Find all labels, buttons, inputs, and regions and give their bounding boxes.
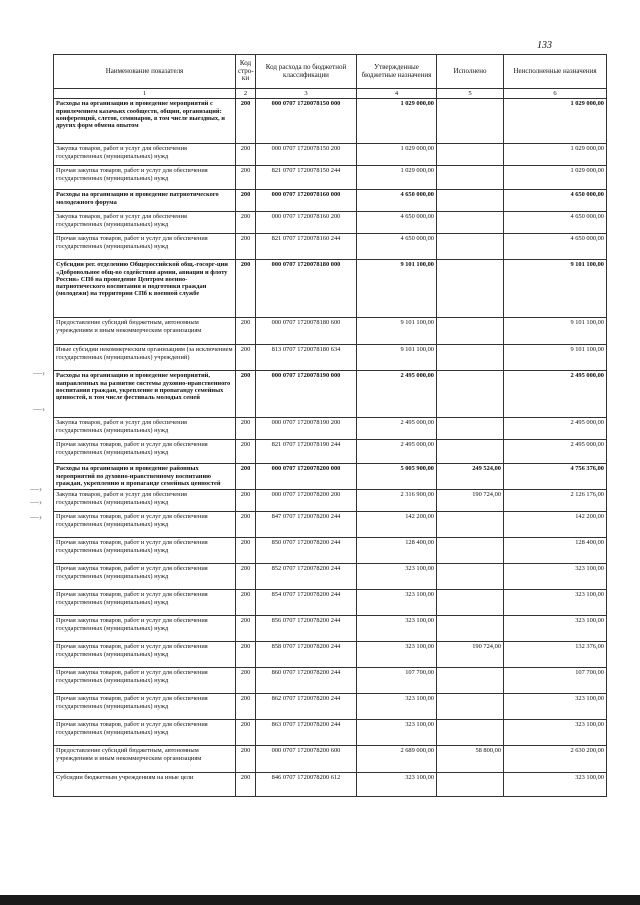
table-row (54, 464, 607, 490)
header-row (54, 55, 607, 89)
row-unexecuted: 323 100,00 (504, 590, 607, 616)
row-kbk: 000 0707 1720078190 200 (256, 418, 357, 440)
row-name: Прочая закупка товаров, работ и услуг для обеспечения государственных (муниципальных) нужд (54, 668, 236, 694)
margin-mark: —› (30, 484, 42, 494)
row-executed (437, 418, 504, 440)
column-number: 5 (437, 89, 504, 99)
row-approved: 4 650 000,00 (357, 212, 437, 234)
table-row (54, 668, 607, 694)
row-executed (437, 234, 504, 260)
header-unexecuted: Неисполненные назначения (504, 55, 607, 89)
row-kbk: 852 0707 1720078200 244 (256, 564, 357, 590)
row-kbk: 000 0707 1720078180 600 (256, 318, 357, 345)
row-executed: 190 724,00 (437, 642, 504, 668)
row-unexecuted: 4 650 000,00 (504, 212, 607, 234)
row-line-code: 200 (236, 190, 256, 212)
row-kbk: 000 0707 1720078150 200 (256, 144, 357, 166)
row-kbk: 821 0707 1720078150 244 (256, 166, 357, 190)
row-approved: 1 029 000,00 (357, 166, 437, 190)
row-line-code: 200 (236, 694, 256, 720)
row-line-code: 200 (236, 564, 256, 590)
table-row (54, 490, 607, 512)
row-kbk: 813 0707 1720078180 634 (256, 345, 357, 371)
row-executed (437, 371, 504, 418)
row-unexecuted: 107 700,00 (504, 668, 607, 694)
column-number: 2 (236, 89, 256, 99)
row-approved: 128 400,00 (357, 538, 437, 564)
row-name: Закупка товаров, работ и услуг для обеспечения государственных (муниципальных) нужд (54, 418, 236, 440)
row-kbk: 847 0707 1720078200 244 (256, 512, 357, 538)
row-approved: 4 650 000,00 (357, 234, 437, 260)
row-name: Прочая закупка товаров, работ и услуг для обеспечения государственных (муниципальных) нужд (54, 616, 236, 642)
row-unexecuted: 4 650 000,00 (504, 234, 607, 260)
table-row (54, 773, 607, 797)
row-approved: 107 700,00 (357, 668, 437, 694)
row-name: Расходы на организацию и проведение мероприятий с привлечением казачьих сообществ, общин, организаций: конференций, слетов, семинаров, в том числе выездных, и других форм обмена опытом (54, 99, 236, 144)
row-executed (437, 99, 504, 144)
table-row (54, 190, 607, 212)
row-unexecuted: 323 100,00 (504, 720, 607, 746)
row-name: Расходы на организацию и проведение патриотического молодежного форума (54, 190, 236, 212)
row-kbk: 862 0707 1720078200 244 (256, 694, 357, 720)
row-kbk: 000 0707 1720078150 000 (256, 99, 357, 144)
row-kbk: 846 0707 1720078200 612 (256, 773, 357, 797)
row-executed (437, 773, 504, 797)
row-kbk: 854 0707 1720078200 244 (256, 590, 357, 616)
row-executed (437, 212, 504, 234)
header-code: Код стро-ки (236, 55, 256, 89)
table-row (54, 538, 607, 564)
header-kbk: Код расхода по бюджетной классификации (256, 55, 357, 89)
row-approved: 9 101 100,00 (357, 345, 437, 371)
table-row (54, 746, 607, 773)
row-approved: 2 316 900,00 (357, 490, 437, 512)
row-approved: 2 495 000,00 (357, 371, 437, 418)
row-name: Прочая закупка товаров, работ и услуг для обеспечения государственных (муниципальных) нужд (54, 564, 236, 590)
row-approved: 9 101 100,00 (357, 260, 437, 318)
row-approved: 1 029 000,00 (357, 99, 437, 144)
row-approved: 323 100,00 (357, 642, 437, 668)
row-approved: 323 100,00 (357, 773, 437, 797)
row-line-code: 200 (236, 616, 256, 642)
row-name: Прочая закупка товаров, работ и услуг для обеспечения государственных (муниципальных) нужд (54, 234, 236, 260)
row-line-code: 200 (236, 260, 256, 318)
row-line-code: 200 (236, 234, 256, 260)
header-approved: Утвержденные бюджетные назначения (357, 55, 437, 89)
row-kbk: 863 0707 1720078200 244 (256, 720, 357, 746)
column-number-row (54, 89, 607, 99)
margin-mark: —› (30, 497, 42, 507)
row-executed (437, 345, 504, 371)
row-name: Закупка товаров, работ и услуг для обеспечения государственных (муниципальных) нужд (54, 212, 236, 234)
row-executed (437, 144, 504, 166)
row-line-code: 200 (236, 345, 256, 371)
row-executed: 58 800,00 (437, 746, 504, 773)
row-name: Расходы на организацию и проведение мероприятий, направленных на развитие системы духовно-нравственного воспитания граждан, укрепление и пропаганду семейных ценностей, в том числе фестиваль молодых семей (54, 371, 236, 418)
row-kbk: 856 0707 1720078200 244 (256, 616, 357, 642)
row-line-code: 200 (236, 212, 256, 234)
row-name: Закупка товаров, работ и услуг для обеспечения государственных (муниципальных) нужд (54, 144, 236, 166)
header-name: Наименование показателя (54, 55, 236, 89)
row-unexecuted: 323 100,00 (504, 616, 607, 642)
row-kbk: 000 0707 1720078200 000 (256, 464, 357, 490)
page-number: 133 (537, 40, 552, 51)
row-approved: 2 495 000,00 (357, 418, 437, 440)
row-approved: 323 100,00 (357, 720, 437, 746)
table-row (54, 345, 607, 371)
row-name: Прочая закупка товаров, работ и услуг для обеспечения государственных (муниципальных) нужд (54, 642, 236, 668)
row-approved: 4 650 000,00 (357, 190, 437, 212)
row-unexecuted: 1 029 000,00 (504, 99, 607, 144)
row-executed: 249 524,00 (437, 464, 504, 490)
row-unexecuted: 2 495 000,00 (504, 418, 607, 440)
row-line-code: 200 (236, 590, 256, 616)
table-row (54, 418, 607, 440)
row-approved: 9 101 100,00 (357, 318, 437, 345)
row-line-code: 200 (236, 720, 256, 746)
row-approved: 323 100,00 (357, 694, 437, 720)
table-row (54, 371, 607, 418)
table-row (54, 590, 607, 616)
row-approved: 323 100,00 (357, 616, 437, 642)
table-body (54, 99, 607, 797)
row-name: Прочая закупка товаров, работ и услуг для обеспечения государственных (муниципальных) нужд (54, 440, 236, 464)
row-line-code: 200 (236, 418, 256, 440)
row-unexecuted: 323 100,00 (504, 694, 607, 720)
row-unexecuted: 323 100,00 (504, 773, 607, 797)
row-executed (437, 694, 504, 720)
row-executed (437, 512, 504, 538)
row-name: Прочая закупка товаров, работ и услуг для обеспечения государственных (муниципальных) нужд (54, 512, 236, 538)
row-name: Предоставление субсидий бюджетным, автономным учреждениям и иным некоммерческим организациям (54, 318, 236, 345)
row-unexecuted: 9 101 100,00 (504, 260, 607, 318)
table-row (54, 512, 607, 538)
row-unexecuted: 128 400,00 (504, 538, 607, 564)
row-line-code: 200 (236, 773, 256, 797)
row-kbk: 000 0707 1720078200 600 (256, 746, 357, 773)
table-row (54, 99, 607, 144)
row-kbk: 000 0707 1720078160 200 (256, 212, 357, 234)
row-kbk: 000 0707 1720078160 000 (256, 190, 357, 212)
row-unexecuted: 1 029 000,00 (504, 166, 607, 190)
column-number: 6 (504, 89, 607, 99)
scan-bottom-edge (0, 895, 640, 905)
row-executed (437, 564, 504, 590)
row-kbk: 821 0707 1720078190 244 (256, 440, 357, 464)
row-approved: 1 029 000,00 (357, 144, 437, 166)
row-name: Прочая закупка товаров, работ и услуг для обеспечения государственных (муниципальных) нужд (54, 720, 236, 746)
table-row (54, 616, 607, 642)
row-line-code: 200 (236, 99, 256, 144)
row-name: Прочая закупка товаров, работ и услуг для обеспечения государственных (муниципальных) нужд (54, 694, 236, 720)
column-number: 4 (357, 89, 437, 99)
table-row (54, 234, 607, 260)
row-name: Прочая закупка товаров, работ и услуг для обеспечения государственных (муниципальных) нужд (54, 590, 236, 616)
row-unexecuted: 2 630 200,00 (504, 746, 607, 773)
row-approved: 5 005 900,00 (357, 464, 437, 490)
row-line-code: 200 (236, 512, 256, 538)
row-executed (437, 616, 504, 642)
row-executed (437, 260, 504, 318)
table-row (54, 144, 607, 166)
table-row (54, 166, 607, 190)
row-executed (437, 190, 504, 212)
row-line-code: 200 (236, 668, 256, 694)
row-name: Закупка товаров, работ и услуг для обеспечения государственных (муниципальных) нужд (54, 490, 236, 512)
row-executed (437, 318, 504, 345)
row-kbk: 850 0707 1720078200 244 (256, 538, 357, 564)
row-name: Прочая закупка товаров, работ и услуг для обеспечения государственных (муниципальных) нужд (54, 166, 236, 190)
row-unexecuted: 132 376,00 (504, 642, 607, 668)
row-unexecuted: 4 756 376,00 (504, 464, 607, 490)
row-line-code: 200 (236, 746, 256, 773)
table-row (54, 318, 607, 345)
margin-mark: —› (30, 512, 42, 522)
table-row (54, 720, 607, 746)
row-name: Субсидии бюджетным учреждениям на иные цели (54, 773, 236, 797)
budget-execution-table (53, 54, 607, 797)
row-kbk: 821 0707 1720078160 244 (256, 234, 357, 260)
table-row (54, 642, 607, 668)
column-number: 1 (54, 89, 236, 99)
row-approved: 323 100,00 (357, 590, 437, 616)
table-row (54, 564, 607, 590)
row-executed (437, 720, 504, 746)
row-executed: 190 724,00 (437, 490, 504, 512)
row-approved: 2 495 000,00 (357, 440, 437, 464)
table-row (54, 694, 607, 720)
row-executed (437, 538, 504, 564)
row-line-code: 200 (236, 464, 256, 490)
row-approved: 2 689 000,00 (357, 746, 437, 773)
row-unexecuted: 1 029 000,00 (504, 144, 607, 166)
row-kbk: 860 0707 1720078200 244 (256, 668, 357, 694)
row-line-code: 200 (236, 642, 256, 668)
row-name: Иные субсидии некоммерческим организациям (за исключением государственных (муниципальных) учреждений) (54, 345, 236, 371)
row-unexecuted: 2 495 000,00 (504, 371, 607, 418)
table-row (54, 212, 607, 234)
row-unexecuted: 2 495 000,00 (504, 440, 607, 464)
row-executed (437, 590, 504, 616)
column-number: 3 (256, 89, 357, 99)
header-executed: Исполнено (437, 55, 504, 89)
table-row (54, 440, 607, 464)
row-unexecuted: 2 126 176,00 (504, 490, 607, 512)
row-kbk: 858 0707 1720078200 244 (256, 642, 357, 668)
row-approved: 323 100,00 (357, 564, 437, 590)
table-row (54, 260, 607, 318)
row-unexecuted: 323 100,00 (504, 564, 607, 590)
row-executed (437, 668, 504, 694)
row-line-code: 200 (236, 490, 256, 512)
margin-mark: —› (33, 368, 45, 378)
row-unexecuted: 4 650 000,00 (504, 190, 607, 212)
row-name: Расходы на организацию и проведение районных мероприятий по духовно-нравственному воспитанию граждан, укреплению и пропаганде семейных ценностей (54, 464, 236, 490)
row-executed (437, 440, 504, 464)
row-name: Предоставление субсидий бюджетным, автономным учреждениям и иным некоммерческим организациям (54, 746, 236, 773)
row-approved: 142 200,00 (357, 512, 437, 538)
row-kbk: 000 0707 1720078190 000 (256, 371, 357, 418)
row-line-code: 200 (236, 144, 256, 166)
row-name: Субсидии рег. отделению Общероссийской общ.-госорг-ции «Добровольное общ-во содействия армии, авиации и флоту России» СПб на проведение Центром военно-патриотического воспитания и подготовки граждан (молодежи) на территории СПб к военной службе (54, 260, 236, 318)
row-executed (437, 166, 504, 190)
row-kbk: 000 0707 1720078200 200 (256, 490, 357, 512)
margin-mark: —› (33, 404, 45, 414)
row-kbk: 000 0707 1720078180 000 (256, 260, 357, 318)
row-unexecuted: 9 101 100,00 (504, 318, 607, 345)
row-unexecuted: 142 200,00 (504, 512, 607, 538)
row-line-code: 200 (236, 166, 256, 190)
row-line-code: 200 (236, 440, 256, 464)
row-unexecuted: 9 101 100,00 (504, 345, 607, 371)
row-line-code: 200 (236, 538, 256, 564)
row-line-code: 200 (236, 371, 256, 418)
row-name: Прочая закупка товаров, работ и услуг для обеспечения государственных (муниципальных) нужд (54, 538, 236, 564)
row-line-code: 200 (236, 318, 256, 345)
